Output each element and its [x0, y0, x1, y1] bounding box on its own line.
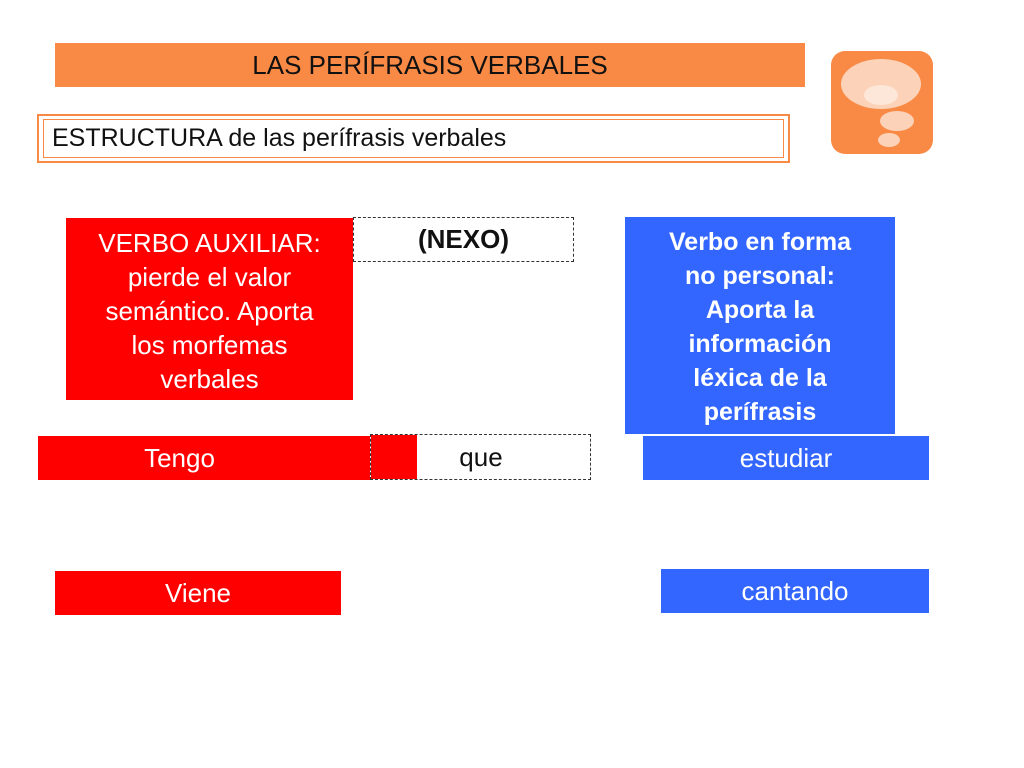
example-verbo-text: estudiar	[739, 442, 833, 473]
example-nexo-red-segment	[371, 435, 417, 479]
no-personal-line: información	[688, 330, 832, 358]
auxiliar-description-box	[66, 218, 353, 400]
thought-bubble-icon-graphic	[831, 51, 933, 154]
no-personal-line: no personal:	[684, 262, 835, 290]
thought-bubble-icon	[831, 51, 933, 154]
auxiliar-line: verbales	[160, 364, 259, 394]
example-auxiliar-text: Tengo	[144, 442, 215, 473]
no-personal-line: Verbo en forma	[669, 228, 851, 256]
no-personal-line: léxica de la	[693, 364, 827, 392]
no-personal-line: perífrasis	[703, 398, 817, 426]
example-nexo-que	[417, 435, 590, 479]
example-auxiliar-text: Viene	[164, 577, 232, 608]
nexo-box	[353, 217, 574, 262]
example-auxiliar-tengo	[38, 436, 371, 480]
auxiliar-line: VERBO AUXILIAR:	[98, 228, 321, 258]
example-verbo-cantando	[661, 569, 929, 613]
nexo-label: (NEXO)	[418, 224, 509, 254]
auxiliar-line: semántico. Aporta	[105, 296, 314, 326]
example-auxiliar-viene	[55, 571, 341, 615]
slide-title-text: LAS PERÍFRASIS VERBALES	[252, 49, 608, 80]
auxiliar-line: los morfemas	[131, 330, 288, 360]
no-personal-description-box	[625, 217, 895, 434]
example-nexo-text: que	[459, 441, 503, 472]
example-verbo-estudiar	[643, 436, 929, 480]
auxiliar-line: pierde el valor	[127, 262, 292, 292]
subtitle-box	[37, 114, 790, 163]
subtitle-text: ESTRUCTURA de las perífrasis verbales	[43, 119, 784, 158]
slide-title	[55, 43, 805, 87]
example-verbo-text: cantando	[741, 575, 849, 606]
no-personal-line: Aporta la	[705, 296, 815, 324]
